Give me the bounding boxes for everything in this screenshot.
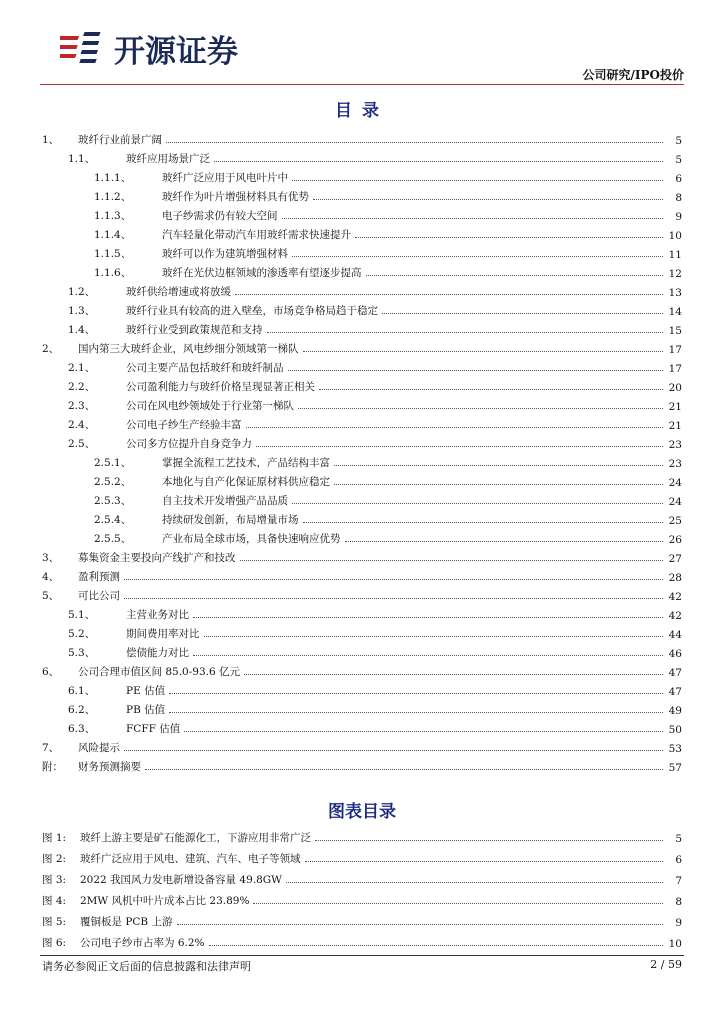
figure-entry[interactable] (42, 868, 682, 887)
figure-entry-number: 图 1: (42, 832, 67, 844)
dot-leader (145, 769, 663, 770)
toc-entry[interactable] (42, 641, 682, 660)
toc-entry-number: 6、 (42, 666, 60, 678)
toc-entry-title: 国内第三大玻纤企业，风电纱细分领域第一梯队 (78, 343, 299, 355)
dot-leader (292, 180, 663, 181)
dot-leader (286, 882, 663, 883)
toc-entry[interactable] (42, 527, 682, 546)
toc-entry-number: 6.1、 (68, 685, 96, 697)
toc-entry-page: 12 (668, 268, 682, 280)
toc-entry[interactable] (42, 147, 682, 166)
figure-entry[interactable] (42, 847, 682, 866)
figure-entry-page: 9 (675, 917, 682, 929)
toc-entry-title: 自主技术开发增强产品品质 (162, 495, 288, 507)
toc-entry-number: 2.5.4、 (94, 514, 132, 526)
dot-leader (292, 256, 663, 257)
toc-entry-number: 2.5、 (68, 438, 96, 450)
figure-entry-number: 图 2: (42, 853, 67, 865)
toc-entry-page: 21 (668, 420, 682, 432)
toc-entry[interactable] (42, 261, 682, 280)
toc-entry[interactable] (42, 242, 682, 261)
toc-entry-title: 可比公司 (78, 590, 120, 602)
figures-title: 图表目录 (328, 802, 396, 822)
dot-leader (319, 389, 663, 390)
toc-entry[interactable] (42, 223, 682, 242)
dot-leader (124, 750, 663, 751)
toc-entry[interactable] (42, 660, 682, 679)
report-type: 公司研究/IPO投价 (582, 68, 684, 82)
toc-entry[interactable] (42, 318, 682, 337)
toc-entry[interactable] (42, 508, 682, 527)
toc-entry-number: 2.5.5、 (94, 533, 132, 545)
toc-entry[interactable] (42, 698, 682, 717)
toc-entry-number: 1.1.2、 (94, 191, 132, 203)
toc-entry-title: 公司合理市值区间 85.0-93.6 亿元 (78, 666, 240, 678)
toc-entry-page: 47 (668, 667, 682, 679)
toc-title: 目录 (335, 101, 389, 121)
figure-entry-title: 公司电子纱市占率为 6.2% (80, 937, 205, 949)
toc-entry-page: 57 (668, 762, 682, 774)
toc-entry[interactable] (42, 166, 682, 185)
dot-leader (253, 903, 663, 904)
toc-entry-title: 公司盈利能力与玻纤价格呈现显著正相关 (126, 381, 315, 393)
toc-entry-number: 1.1.3、 (94, 210, 132, 222)
figure-entry-title: 玻纤上游主要是矿石能源化工，下游应用非常广泛 (80, 832, 311, 844)
dot-leader (214, 161, 663, 162)
toc-entry-number: 1.1.4、 (94, 229, 132, 241)
toc-entry[interactable] (42, 584, 682, 603)
dot-leader (193, 617, 663, 618)
toc-entry-page: 13 (668, 287, 682, 299)
toc-entry-number: 1.1.6、 (94, 267, 132, 279)
toc-entry-title: 玻纤作为叶片增强材料具有优势 (162, 191, 309, 203)
toc-entry-title: 汽车轻量化带动汽车用玻纤需求快速提升 (162, 229, 351, 241)
dot-leader (303, 351, 664, 352)
dot-leader (298, 408, 663, 409)
header-divider (40, 84, 684, 85)
toc-entry-number: 1.1、 (68, 153, 96, 165)
toc-entry-title: 偿债能力对比 (126, 647, 189, 659)
toc-entry[interactable] (42, 204, 682, 223)
figure-entry-title: 覆铜板是 PCB 上游 (80, 916, 173, 928)
page-indicator: 2 / 59 (650, 958, 682, 971)
figure-entry-number: 图 3: (42, 874, 67, 886)
toc-entry-title: 主营业务对比 (126, 609, 189, 621)
toc-entry[interactable] (42, 394, 682, 413)
toc-entry[interactable] (42, 470, 682, 489)
toc-entry-page: 15 (668, 325, 682, 337)
toc-entry-page: 49 (668, 705, 682, 717)
dot-leader (256, 446, 663, 447)
dot-leader (235, 294, 663, 295)
figure-entry[interactable] (42, 910, 682, 929)
dot-leader (288, 370, 664, 371)
toc-entry-number: 3、 (42, 552, 60, 564)
logo-mark-icon (60, 28, 110, 68)
toc-entry-page: 5 (675, 154, 682, 166)
toc-entry[interactable] (42, 679, 682, 698)
toc-entry-number: 2.3、 (68, 400, 96, 412)
footer-divider (40, 955, 684, 956)
toc-entry-title: 掌握全流程工艺技术，产品结构丰富 (162, 457, 330, 469)
toc-entry-title: 风险提示 (78, 742, 120, 754)
toc-entry-page: 23 (668, 439, 682, 451)
dot-leader (305, 861, 664, 862)
toc-entry-title: 财务预测摘要 (78, 761, 141, 773)
dot-leader (355, 237, 663, 238)
toc-entry[interactable] (42, 356, 682, 375)
toc-entry-title: 持续研发创新，布局增量市场 (162, 514, 299, 526)
figure-entry-number: 图 5: (42, 916, 67, 928)
toc-entry-page: 23 (668, 458, 682, 470)
dot-leader (193, 655, 663, 656)
toc-entry[interactable] (42, 128, 682, 147)
toc-entry-page: 42 (668, 610, 682, 622)
dot-leader (246, 427, 664, 428)
dot-leader (382, 313, 663, 314)
toc-entry-page: 10 (668, 230, 682, 242)
toc-entry-page: 20 (668, 382, 682, 394)
toc-entry-number: 5、 (42, 590, 60, 602)
figure-entry-number: 图 4: (42, 895, 67, 907)
toc-entry-page: 47 (668, 686, 682, 698)
toc-entry-page: 42 (668, 591, 682, 603)
dot-leader (124, 579, 663, 580)
figure-entry-page: 8 (675, 896, 682, 908)
figure-entry-page: 5 (675, 833, 682, 845)
toc-entry-page: 24 (668, 496, 682, 508)
toc-entry-page: 17 (668, 344, 682, 356)
toc-entry[interactable] (42, 375, 682, 394)
figure-entry-page: 6 (675, 854, 682, 866)
toc-entry-title: 公司多方位提升自身竞争力 (126, 438, 252, 450)
dot-leader (169, 693, 663, 694)
toc-entry-page: 6 (675, 173, 682, 185)
toc-entry-page: 53 (668, 743, 682, 755)
company-logo (60, 28, 238, 68)
toc-entry-page: 17 (668, 363, 682, 375)
dot-leader (315, 840, 663, 841)
toc-entry-number: 1、 (42, 134, 60, 146)
dot-leader (366, 275, 664, 276)
toc-entry-page: 9 (675, 211, 682, 223)
dot-leader (292, 503, 663, 504)
toc-entry-title: 公司主要产品包括玻纤和玻纤制品 (126, 362, 284, 374)
figure-entry[interactable] (42, 826, 682, 845)
toc-entry-title: 玻纤供给增速或将放缓 (126, 286, 231, 298)
toc-entry-number: 5.2、 (68, 628, 96, 640)
toc-entry-number: 6.2、 (68, 704, 96, 716)
toc-entry[interactable] (42, 451, 682, 470)
toc-entry-title: 公司电子纱生产经验丰富 (126, 419, 242, 431)
toc-entry[interactable] (42, 280, 682, 299)
dot-leader (303, 522, 664, 523)
dot-leader (267, 332, 664, 333)
toc-entry-page: 46 (668, 648, 682, 660)
toc-entry-title: 募集资金主要投向产线扩产和技改 (78, 552, 236, 564)
dot-leader (184, 731, 663, 732)
toc-entry-page: 50 (668, 724, 682, 736)
toc-entry[interactable] (42, 603, 682, 622)
toc-entry[interactable] (42, 299, 682, 318)
toc-entry-page: 28 (668, 572, 682, 584)
figure-entry-title: 2022 我国风力发电新增设备容量 49.8GW (80, 874, 282, 886)
toc-entry-title: 玻纤广泛应用于风电叶片中 (162, 172, 288, 184)
toc-entry-number: 1.3、 (68, 305, 96, 317)
toc-entry[interactable] (42, 432, 682, 451)
toc-entry-number: 2.4、 (68, 419, 96, 431)
toc-entry-number: 1.1.5、 (94, 248, 132, 260)
dot-leader (334, 484, 663, 485)
toc-entry-title: 玻纤应用场景广泛 (126, 153, 210, 165)
toc-entry-title: 产业布局全球市场，具备快速响应优势 (162, 533, 341, 545)
toc-entry-number: 4、 (42, 571, 60, 583)
figure-entry-number: 图 6: (42, 937, 67, 949)
footer-disclaimer: 请务必参阅正文后面的信息披露和法律声明 (42, 960, 251, 973)
toc-entry-number: 2.5.1、 (94, 457, 132, 469)
toc-entry-title: 电子纱需求仍有较大空间 (162, 210, 278, 222)
toc-entry[interactable] (42, 337, 682, 356)
toc-entry-title: 玻纤可以作为建筑增强材料 (162, 248, 288, 260)
toc-entry-title: 本地化与自产化保证原材料供应稳定 (162, 476, 330, 488)
figure-entry-page: 10 (668, 938, 682, 950)
figure-entry-page: 7 (675, 875, 682, 887)
toc-entry-title: 玻纤行业具有较高的进入壁垒，市场竞争格局趋于稳定 (126, 305, 378, 317)
toc-entry[interactable] (42, 413, 682, 432)
dot-leader (345, 541, 664, 542)
dot-leader (177, 924, 664, 925)
toc-entry[interactable] (42, 565, 682, 584)
figure-entry[interactable] (42, 931, 682, 950)
figure-entry[interactable] (42, 889, 682, 908)
dot-leader (334, 465, 663, 466)
toc-entry-title: 玻纤在光伏边框领域的渗透率有望逐步提高 (162, 267, 362, 279)
toc-entry-number: 2、 (42, 343, 60, 355)
toc-entry[interactable] (42, 489, 682, 508)
toc-entry-page: 14 (668, 306, 682, 318)
toc-entry-number: 1.2、 (68, 286, 96, 298)
toc-entry-number: 附： (42, 761, 63, 773)
toc-entry-title: 公司在风电纱领域处于行业第一梯队 (126, 400, 294, 412)
toc-entry-page: 25 (668, 515, 682, 527)
toc-entry-title: PB 估值 (126, 704, 166, 716)
toc-entry-number: 2.5.2、 (94, 476, 132, 488)
dot-leader (204, 636, 664, 637)
dot-leader (240, 560, 664, 561)
toc-entry[interactable] (42, 622, 682, 641)
toc-entry-title: 期间费用率对比 (126, 628, 200, 640)
toc-entry-number: 2.1、 (68, 362, 96, 374)
dot-leader (166, 142, 663, 143)
toc-entry-page: 24 (668, 477, 682, 489)
toc-entry-page: 11 (668, 249, 682, 261)
toc-entry-page: 8 (675, 192, 682, 204)
toc-entry-number: 5.3、 (68, 647, 96, 659)
dot-leader (244, 674, 663, 675)
toc-entry[interactable] (42, 736, 682, 755)
toc-entry-title: 玻纤行业受到政策规范和支持 (126, 324, 263, 336)
toc-entry[interactable] (42, 185, 682, 204)
dot-leader (169, 712, 663, 713)
toc-entry-number: 1.1.1、 (94, 172, 132, 184)
logo-text: 开源证券 (114, 33, 238, 70)
toc-entry-number: 1.4、 (68, 324, 96, 336)
dot-leader (124, 598, 663, 599)
toc-entry-number: 2.2、 (68, 381, 96, 393)
dot-leader (209, 945, 663, 946)
dot-leader (282, 218, 664, 219)
toc-entry[interactable] (42, 546, 682, 565)
toc-entry-number: 6.3、 (68, 723, 96, 735)
toc-entry-title: PE 估值 (126, 685, 166, 697)
toc-entry-number: 5.1、 (68, 609, 96, 621)
toc-entry[interactable] (42, 717, 682, 736)
toc-entry-page: 21 (668, 401, 682, 413)
toc-entry[interactable] (42, 755, 682, 774)
toc-entry-page: 44 (668, 629, 682, 641)
toc-entry-number: 7、 (42, 742, 60, 754)
toc-entry-page: 27 (668, 553, 682, 565)
toc-entry-title: 盈利预测 (78, 571, 120, 583)
toc-entry-title: 玻纤行业前景广阔 (78, 134, 162, 146)
toc-entry-page: 26 (668, 534, 682, 546)
toc-entry-title: FCFF 估值 (126, 723, 181, 735)
dot-leader (313, 199, 663, 200)
toc-entry-page: 5 (675, 135, 682, 147)
toc-entry-number: 2.5.3、 (94, 495, 132, 507)
figure-entry-title: 玻纤广泛应用于风电、建筑、汽车、电子等领域 (80, 853, 301, 865)
figure-entry-title: 2MW 风机中叶片成本占比 23.89% (80, 895, 250, 907)
